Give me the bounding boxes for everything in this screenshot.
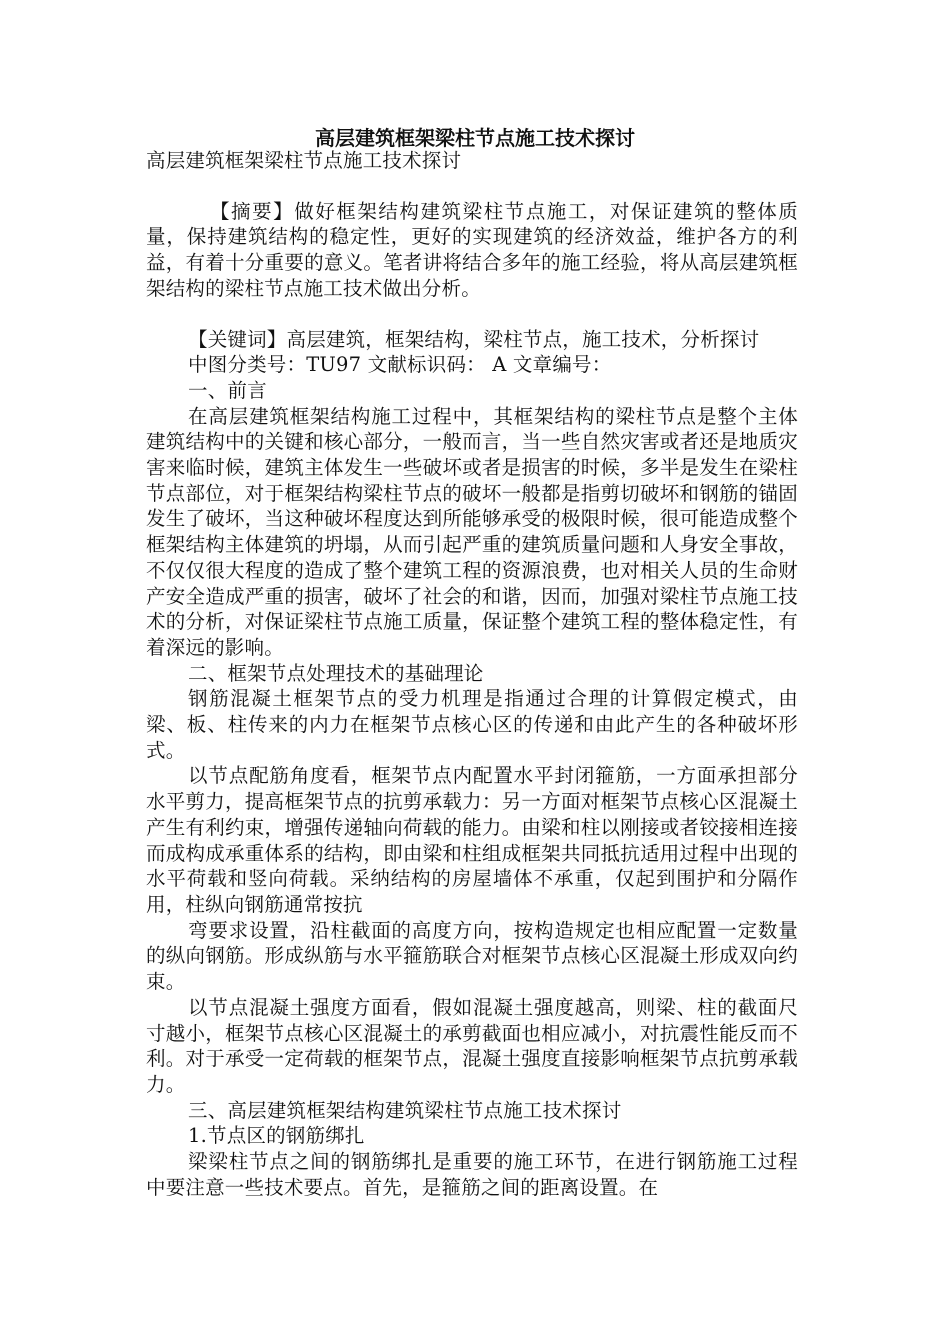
section-heading-3: 三、高层建筑框架结构建筑梁柱节点施工技术探讨 (188, 1098, 622, 1122)
section2-paragraph-1: 钢筋混凝土框架节点的受力机理是指通过合理的计算假定模式，由梁、板、柱传来的内力在框架节点核心区的传递和由此产生的各种破坏形式。 (146, 687, 798, 762)
section-heading-1: 一、前言 (188, 378, 267, 402)
blank-line (146, 174, 798, 199)
section-heading-2: 二、框架节点处理技术的基础理论 (188, 661, 484, 685)
section1-paragraph-1: 在高层建筑框架结构施工过程中，其框架结构的梁柱节点是整个主体建筑结构中的关键和核心部分，一般而言，当一些自然灾害或者还是地质灾害来临时候，建筑主体发生一些破坏或者是损害的时候，多半是发生在梁柱节点部位，对于框架结构梁柱节点的破坏一般都是指剪切破坏和钢筋的锚固发生了破坏，当这种破坏程度达到所能够承受的极限时候，很可能造成整个框架结构主体建筑的坍塌，从而引起严重的建筑质量问题和人身安全事故，不仅仅很大程度的造成了整个建筑工程的资源浪费，也对相关人员的生命财产安全造成严重的损害，破坏了社会的和谐，因而，加强对梁柱节点施工技术的分析，对保证梁柱节点施工质量，保证整个建筑工程的整体稳定性，有着深远的影响。 (146, 404, 798, 659)
document-title: 高层建筑框架梁柱节点施工技术探讨 (315, 126, 635, 150)
document-subtitle: 高层建筑框架梁柱节点施工技术探讨 (146, 149, 462, 172)
keywords-paragraph: 【关键词】高层建筑，框架结构，梁柱节点，施工技术，分析探讨 (188, 327, 760, 351)
blank-line (146, 302, 798, 327)
section2-paragraph-4: 以节点混凝土强度方面看，假如混凝土强度越高，则梁、柱的截面尺寸越小，框架节点核心区混凝土的承剪截面也相应减小，对抗震性能反而不利。对于承受一定荷载的框架节点，混凝土强度直接影响框架节点抗剪承载力。 (146, 995, 798, 1096)
classification-line: 中图分类号：TU97 文献标识码： A 文章编号： (188, 353, 612, 377)
section2-paragraph-2: 以节点配筋角度看，框架节点内配置水平封闭箍筋，一方面承担部分水平剪力，提高框架节点的抗剪承载力：另一方面对框架节点核心区混凝土产生有利约束，增强传递轴向荷载的能力。由梁和柱以刚接或者铰接相连接而成构成承重体系的结构，即由梁和柱组成框架共同抵抗适用过程中出现的水平荷载和竖向荷载。采纳结构的房屋墙体不承重，仅起到围护和分隔作用，柱纵向钢筋通常按抗 (146, 764, 798, 916)
abstract-paragraph: 【摘要】做好框架结构建筑梁柱节点施工，对保证建筑的整体质量，保持建筑结构的稳定性，更好的实现建筑的经济效益，维护各方的利益，有着十分重要的意义。笔者讲将结合多年的施工经验，将从高层建筑框架结构的梁柱节点施工技术做出分析。 (146, 199, 798, 300)
document-body (146, 148, 798, 1200)
section3-paragraph-1: 梁梁柱节点之间的钢筋绑扎是重要的施工环节，在进行钢筋施工过程中要注意一些技术要点。首先，是箍筋之间的距离设置。在 (146, 1150, 798, 1199)
section2-paragraph-3: 弯要求设置，沿柱截面的高度方向，按构造规定也相应配置一定数量的纵向钢筋。形成纵筋与水平箍筋联合对框架节点核心区混凝土形成双向约束。 (146, 918, 798, 994)
subsection-heading-1: 1.节点区的钢筋绑扎 (188, 1124, 365, 1148)
